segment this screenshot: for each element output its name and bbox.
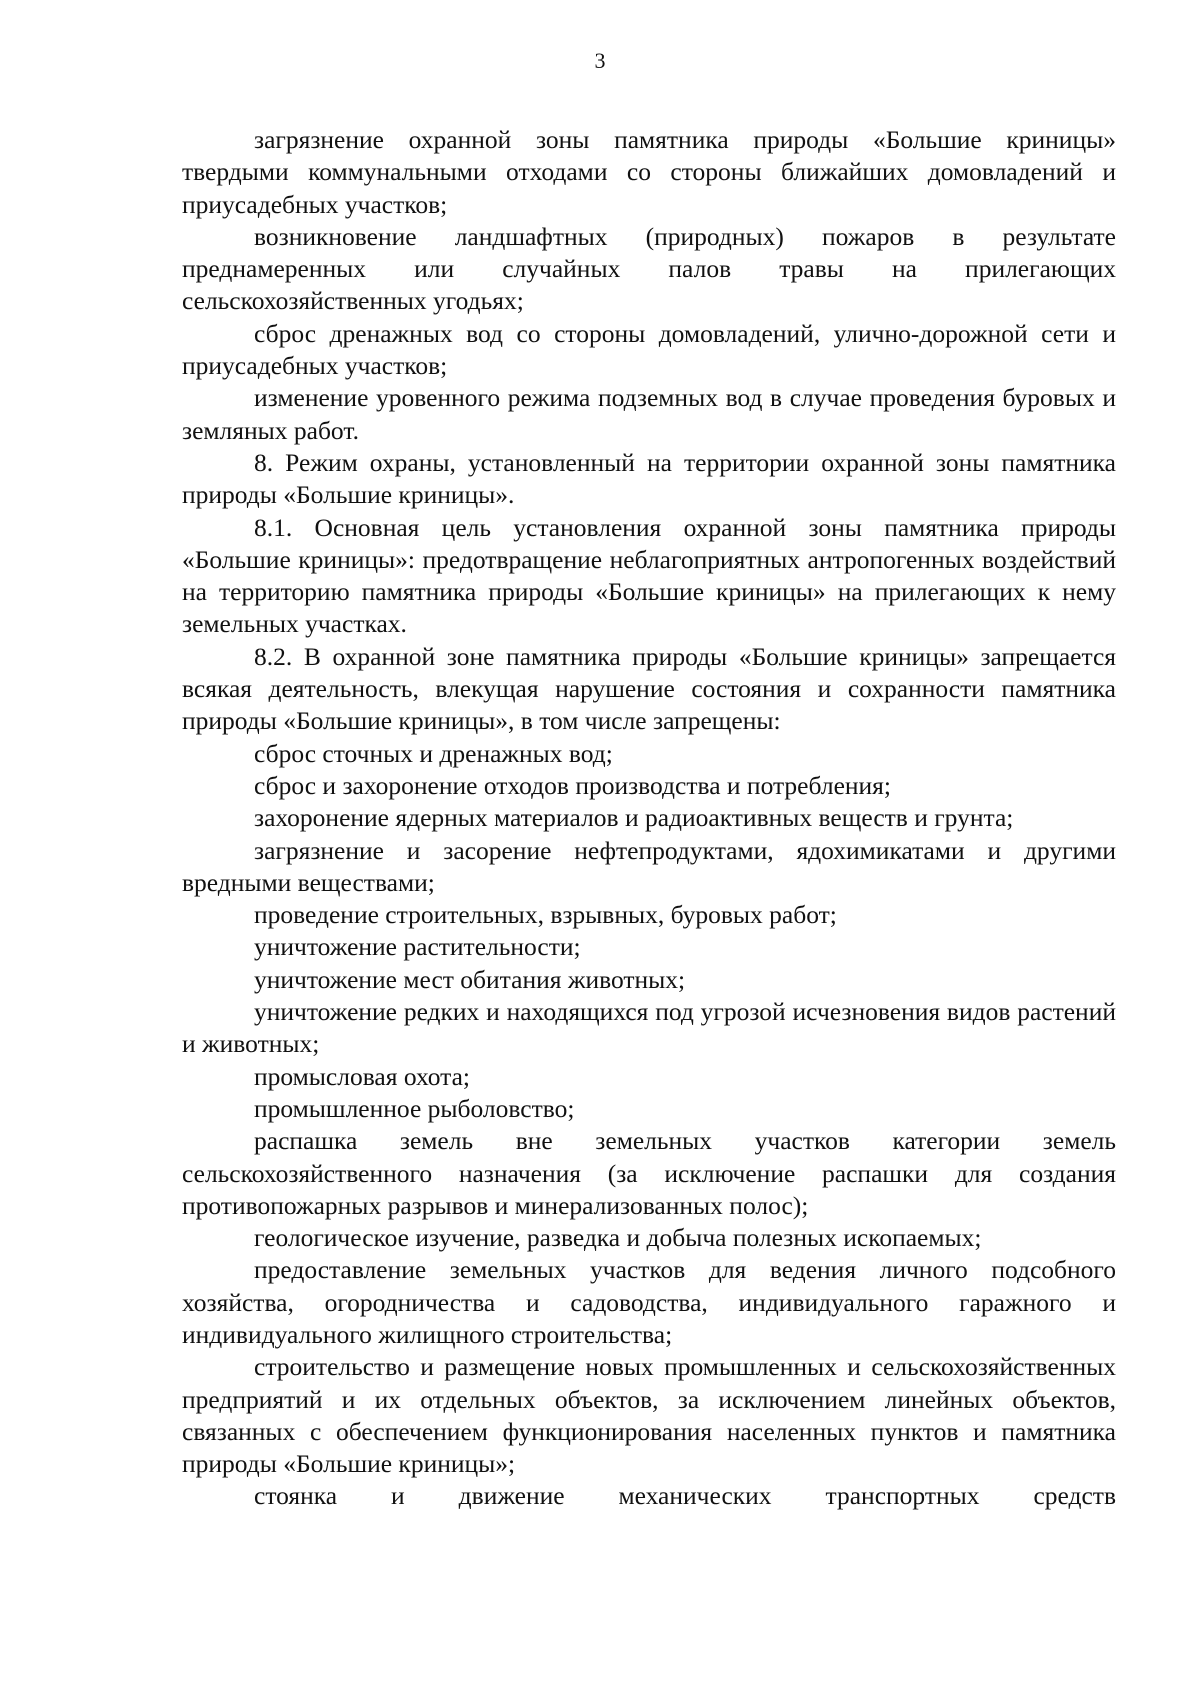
list-item-commercial-hunting: промысловая охота;: [254, 1061, 471, 1091]
list-item-new-enterprises: строительство и размещение новых промышленных и сельскохозяйственных предприятий и их отдельных объектов, за исключением линейных объектов, связанных с обеспечением функционирования населенных пунктов и памятника природы «Большие криницы»;: [182, 1352, 1116, 1479]
page-number: 3: [594, 48, 606, 73]
list-item-land-plowing: распашка земель вне земельных участков категории земель сельскохозяйственного назначения (за исключение распашки для создания противопожарных разрывов и минерализованных полос);: [182, 1126, 1116, 1220]
list-item-land-allocation: предоставление земельных участков для ведения личного подсобного хозяйства, огородничества и садоводства, индивидуального гаражного и индивидуального жилищного строительства;: [182, 1255, 1116, 1349]
list-item-rare-species: уничтожение редких и находящихся под угрозой исчезновения видов растений и животных;: [182, 997, 1116, 1059]
paragraph-section-8-1: 8.1. Основная цель установления охранной зоны памятника природы «Большие криницы»: предотвращение неблагоприятных антропогенных воздействий на территорию памятника природы «Большие криницы» на прилегающих к нему земельных участках.: [182, 512, 1116, 639]
list-item-vehicle-parking: стоянка и движение механических транспортных средств: [254, 1481, 1116, 1511]
list-item-construction-works: проведение строительных, взрывных, буровых работ;: [254, 900, 837, 930]
list-item-sewage-discharge: сброс сточных и дренажных вод;: [254, 738, 613, 768]
list-item-industrial-fishing: промышленное рыболовство;: [254, 1093, 575, 1123]
list-item-habitat-destruction: уничтожение мест обитания животных;: [254, 964, 686, 994]
list-item-geological-exploration: геологическое изучение, разведка и добыча полезных ископаемых;: [254, 1223, 982, 1253]
paragraph-drainage-discharge: сброс дренажных вод со стороны домовладений, улично-дорожной сети и приусадебных участков;: [182, 318, 1116, 381]
paragraph-landscape-fires: возникновение ландшафтных (природных) пожаров в результате преднамеренных или случайных палов травы на прилегающих сельскохозяйственных угодьях;: [182, 221, 1116, 316]
list-item-vegetation-destruction: уничтожение растительности;: [254, 932, 581, 962]
paragraph-section-8: 8. Режим охраны, установленный на территории охранной зоны памятника природы «Большие криницы».: [182, 447, 1116, 510]
document-body: [182, 124, 1116, 1513]
list-item-waste-burial: сброс и захоронение отходов производства и потребления;: [254, 770, 891, 800]
paragraph-section-8-2: 8.2. В охранной зоне памятника природы «Большие криницы» запрещается всякая деятельность, влекущая нарушение состояния и сохранности памятника природы «Большие криницы», в том числе запрещены:: [182, 641, 1116, 736]
list-item-chemical-pollution: загрязнение и засорение нефтепродуктами, ядохимикатами и другими вредными веществами;: [182, 835, 1116, 897]
paragraph-groundwater-regime: изменение уровенного режима подземных вод в случае проведения буровых и земляных работ.: [182, 383, 1116, 445]
paragraph-pollution-waste: загрязнение охранной зоны памятника природы «Большие криницы» твердыми коммунальными отходами со стороны ближайших домовладений и приусадебных участков;: [182, 125, 1116, 219]
list-item-nuclear-burial: захоронение ядерных материалов и радиоактивных веществ и грунта;: [254, 803, 1014, 833]
